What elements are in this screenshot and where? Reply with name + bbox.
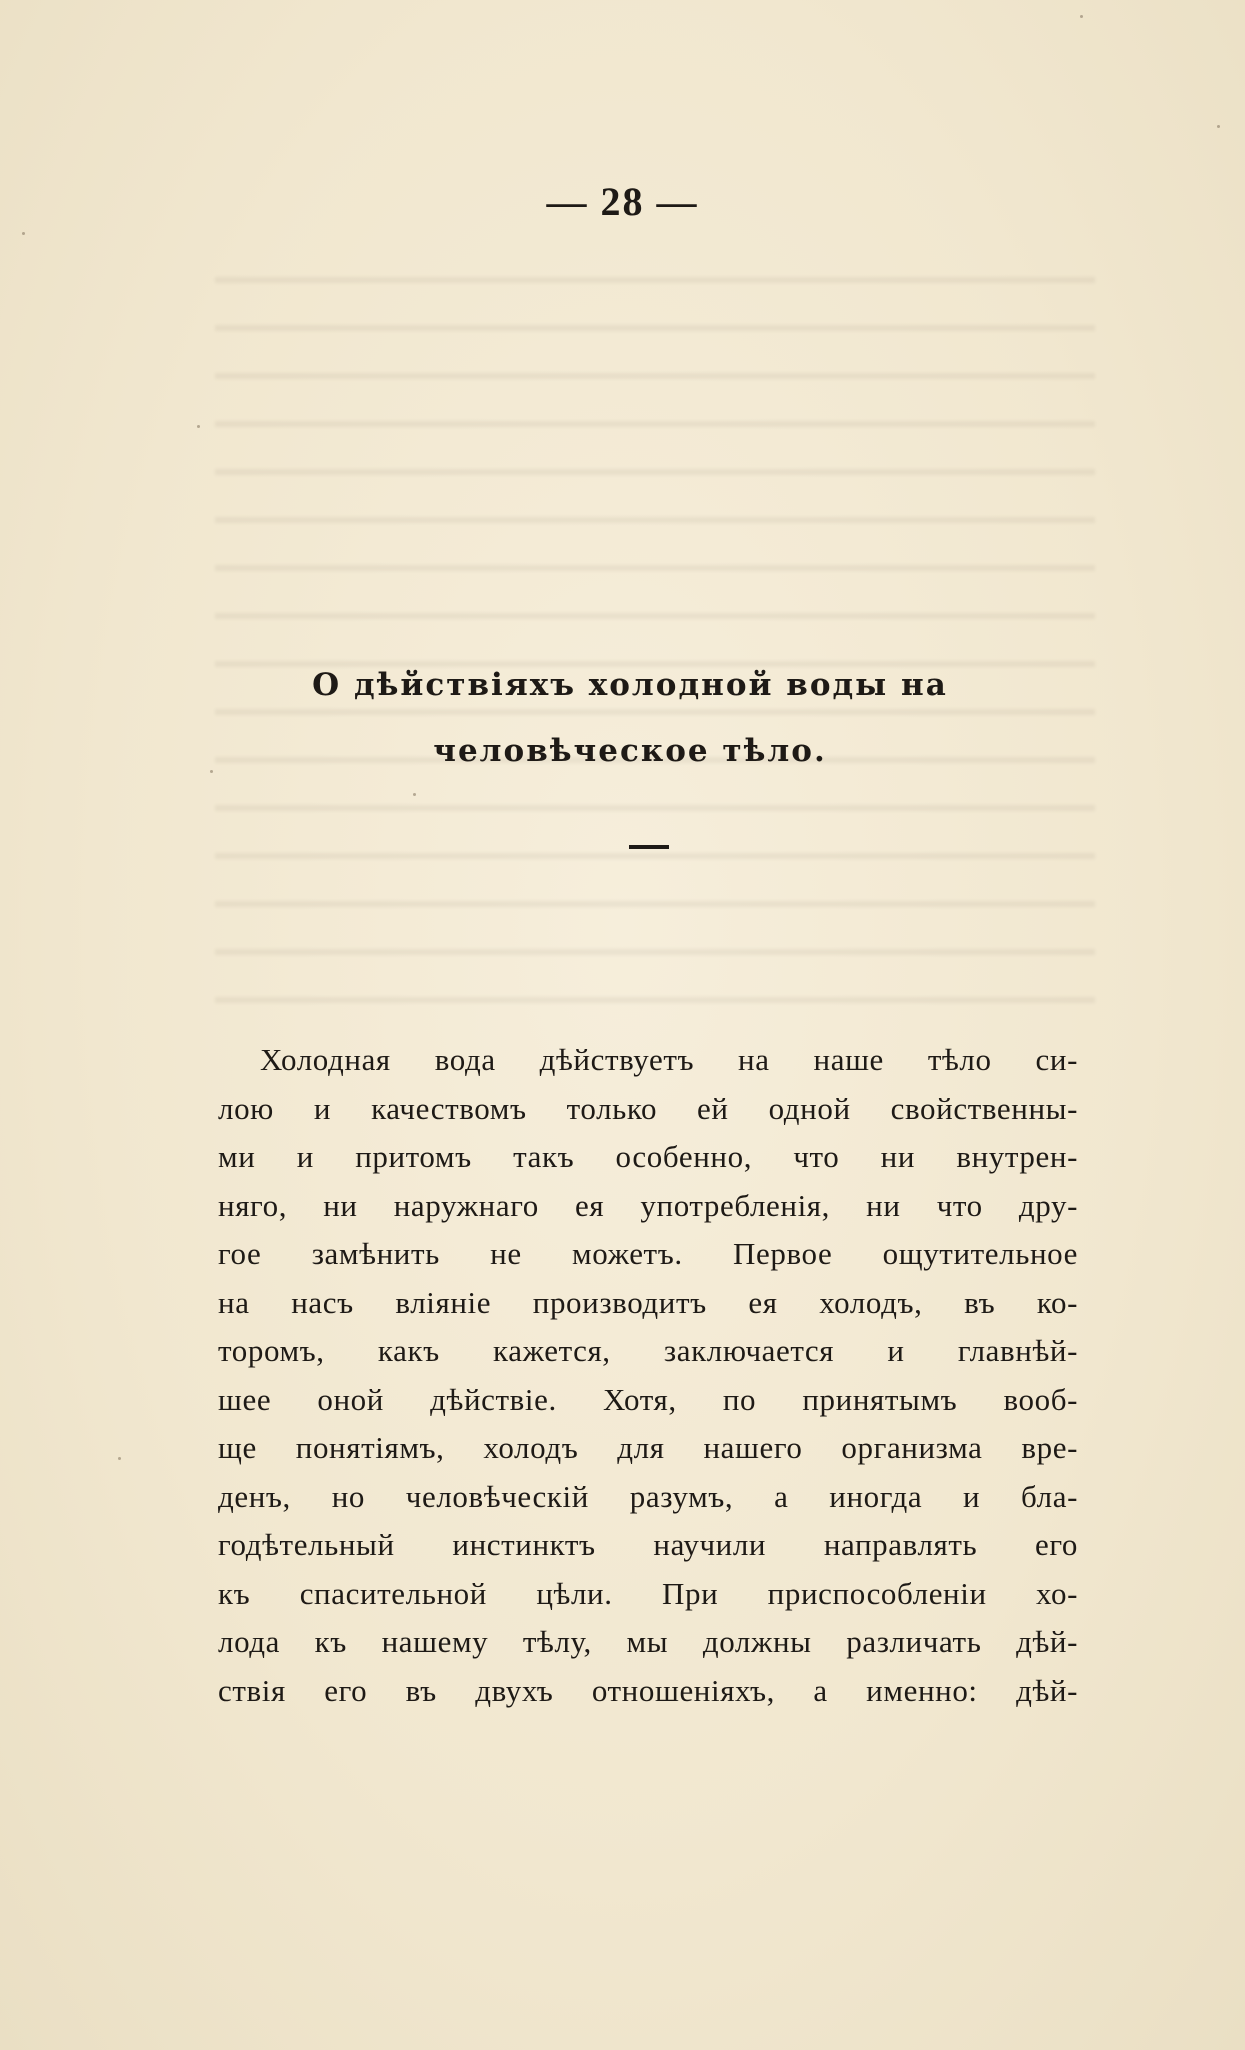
heading-line-1: О дѣйствіяхъ холодной воды на bbox=[312, 667, 948, 703]
text-line: торомъ, какъ кажется, заключается и главнѣй- bbox=[218, 1333, 1078, 1368]
paper-speck bbox=[22, 232, 25, 235]
chapter-heading bbox=[200, 652, 1060, 784]
text-line: Холодная вода дѣйствуетъ на наше тѣло си- bbox=[260, 1042, 1078, 1077]
paper-speck bbox=[1080, 15, 1083, 18]
paper-speck bbox=[1217, 125, 1220, 128]
text-line: годѣтельный инстинктъ научили направлять его bbox=[218, 1527, 1078, 1562]
text-line: ствія его въ двухъ отношеніяхъ, а именно: дѣй- bbox=[218, 1672, 1078, 1708]
body-paragraph bbox=[218, 1036, 1078, 1715]
text-line: къ спасительной цѣли. При приспособленіи хо- bbox=[218, 1575, 1078, 1611]
text-line: ми и притомъ такъ особенно, что ни внутрен- bbox=[218, 1139, 1078, 1174]
page-number: — 28 — bbox=[546, 179, 699, 224]
text-line: гое замѣнить не можетъ. Первое ощутительное bbox=[218, 1236, 1078, 1271]
show-through-text bbox=[215, 255, 1095, 1035]
text-line: шее оной дѣйствіе. Хотя, по принятымъ вооб- bbox=[218, 1381, 1078, 1417]
text-line: лою и качествомъ только ей одной свойственны- bbox=[218, 1090, 1078, 1126]
text-line: на насъ вліяніе производитъ ея холодъ, въ ко- bbox=[218, 1284, 1078, 1320]
text-line: денъ, но человѣческій разумъ, а иногда и бла- bbox=[218, 1478, 1078, 1514]
paper-speck bbox=[197, 425, 200, 428]
heading-line-2: человѣческое тѣло. bbox=[433, 733, 827, 769]
paper-speck bbox=[118, 1457, 121, 1460]
text-line: няго, ни наружнаго ея употребленія, ни что дру- bbox=[218, 1187, 1078, 1223]
paper-speck bbox=[210, 770, 213, 773]
section-divider bbox=[629, 845, 669, 849]
paper-speck bbox=[413, 793, 416, 796]
text-line: ще понятіямъ, холодъ для нашего организма вре- bbox=[218, 1430, 1078, 1465]
text-line: лода къ нашему тѣлу, мы должны различать дѣй- bbox=[218, 1624, 1078, 1659]
